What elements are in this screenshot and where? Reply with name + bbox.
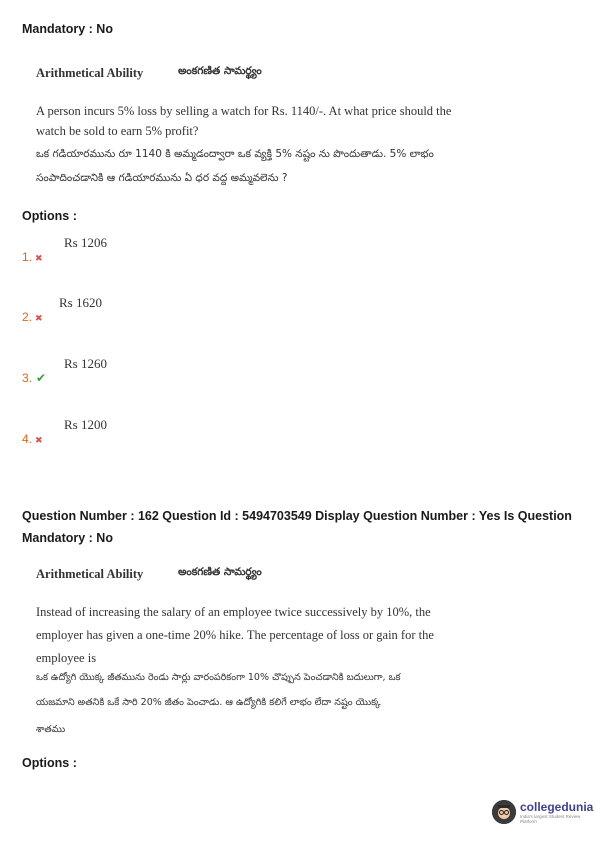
collegedunia-logo [492,800,595,824]
subject-telugu: అంకగణిత సామర్థ్యం [178,566,262,578]
logo-tagline: India's largest Student Review Platform [520,814,581,824]
question-header: Question Number : 162 Question Id : 5494703549 Display Question Number : Yes Is Question [22,509,572,523]
subject-english: Arithmetical Ability [36,66,144,80]
option-number [22,428,43,447]
subject-telugu: అంకగణిత సామర్థ్యం [178,65,262,77]
option-index: 3. [22,371,33,385]
question-text-telugu-line1: ఒక గడియారమును రూ 1140 కి అమ్మడంద్వారా ఒక వ్యక్తి 5% నష్టం ను పొందుతాడు. 5% లాభం [36,148,434,160]
mandatory-label: Mandatory : No [22,531,113,545]
question-text-english-line2: watch be sold to earn 5% profit? [36,124,199,138]
question-text-telugu-line2: యజమాని అతనికి ఒకే సారి 20% జీతం పెంచాడు. ఆ ఉద్యోగికి కలిగే లాభం లేదా నష్టం యొక్క [36,697,381,708]
incorrect-icon: ✖ [35,314,43,324]
option-index: 4. [22,432,33,446]
question-text-telugu-line3: శాతము [36,724,66,735]
option-number [22,246,43,265]
question-text-english-line2: employer has given a one-time 20% hike. The percentage of loss or gain for the [36,628,434,642]
options-label: Options : [22,756,77,770]
option-number [22,367,46,386]
option-index: 2. [22,310,33,324]
question-text-telugu-line2: సంపాదించడానికి ఆ గడియారమును ఏ ధర వద్ద అమ్మవలెను ? [36,172,288,184]
correct-check-icon: ✔ [36,371,47,385]
mascot-icon [492,800,516,824]
option-value: Rs 1200 [64,417,107,432]
logo-name: collegedunia [520,800,594,814]
option-value: Rs 1620 [59,295,102,310]
incorrect-icon: ✖ [35,254,43,264]
question-text-english-line3: employee is [36,651,97,665]
option-index: 1. [22,250,33,264]
option-value: Rs 1260 [64,356,107,371]
options-label: Options : [22,209,77,223]
mandatory-label: Mandatory : No [22,22,113,36]
question-text-telugu-line1: ఒక ఉద్యోగి యొక్క జీతమును రెండు సార్లు వారంపరికంగా 10% చొప్పున పెంచడానికి బదులుగా, ఒక [36,672,401,683]
incorrect-icon: ✖ [35,436,43,446]
option-value: Rs 1206 [64,235,107,250]
option-number [22,306,43,325]
subject-english: Arithmetical Ability [36,567,144,581]
question-text-english-line1: A person incurs 5% loss by selling a watch for Rs. 1140/-. At what price should the [36,104,452,118]
question-text-english-line1: Instead of increasing the salary of an employee twice successively by 10%, the [36,605,431,619]
